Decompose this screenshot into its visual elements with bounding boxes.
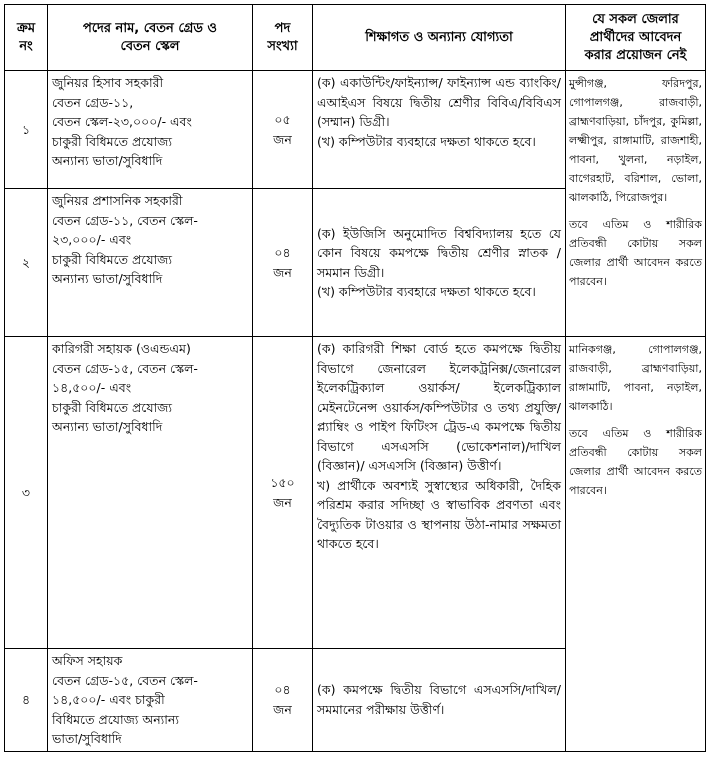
qualification: (ক) কারিগরী শিক্ষা বোর্ড হতে কমপক্ষে দ্বিতীয় বিভাগে জেনারেল ইলেকট্রনিক্স/জেনারেল ইলেকট্রিক্যাল ওয়ার্কস/ ইলেকট্রিক্যাল মেইনটেনেন্স ওয়ার্কস/কম্পিউটার ও তথ্য প্রযুক্তি/প্ল্যাম্বিং ও পাইপ ফিটিংস ট্রেড-এ কমপক্ষে দ্বিতীয় বিভাগে এসএসসি (ভোকেশনাল)/দাখিল (বিজ্ঞান)/ এসএসসি (বিজ্ঞান) উত্তীর্ণ। খ) প্রার্থীকে অবশ্যই সুস্বাস্থ্যের অধিকারী, দৈহিক পরিশ্রম করার সদিচ্ছা ও স্বাভাবিক প্রবণতা এবং বৈদ্যুতিক টাওয়ার ও স্থাপনায় উঠা-নামার সক্ষমতা থাকতে হবে।: [313, 337, 566, 649]
post-details: জুনিয়র প্রশাসনিক সহকারী বেতন গ্রেড-১১, বেতন স্কেল- ২৩,০০০/- এবং চাকুরী বিধিমতে প্রযোজ্য অন্যান্য ভাতা/সুবিধাদি: [48, 189, 253, 337]
district-exclusion-group-1: মুন্সীগঞ্জ, ফরিদপুর, গোপালগঞ্জ, রাজবাড়ী, ব্রাহ্মণবাড়িয়া, চাঁদপুর, কুমিল্লা, লক্ষ্মীপুর, রাঙ্গামাটি, রাজশাহী, পাবনা, খুলনা, নড়াইল, বাগেরহাট, বরিশাল, ভোলা, ঝালকাঠি, পিরোজপুর। তবে এতিম ও শারীরিক প্রতিবন্ধী কোটায় সকল জেলার প্রার্থী আবেদন করতে পারবেন।: [566, 71, 706, 337]
district-exclusion-group-2: মানিকগঞ্জ, গোপালগঞ্জ, রাজবাড়ী, ব্রাহ্মণবাড়িয়া, রাঙ্গামাটি, পাবনা, নড়াইল, ঝালকাঠি। তবে এতিম ও শারীরিক প্রতিবন্ধী কোটায় সকল জেলার প্রার্থী আবেদন করতে পারবেন।: [566, 337, 706, 752]
table-row: [5, 71, 706, 189]
row-serial: ৪: [5, 649, 48, 752]
qualification: (ক) একাউন্টিং/ফাইন্যান্স/ ফাইন্যান্স এন্ড ব্যাংকিং/ এআইএস বিষয়ে দ্বিতীয় শ্রেণীর বিবিএ/বিবিএস (সম্মান) ডিগ্রী। (খ) কম্পিউটার ব্যবহারে দক্ষতা থাকতে হবে।: [313, 71, 566, 189]
table-header-row: [5, 5, 706, 71]
qualification: (ক) কমপক্ষে দ্বিতীয় বিভাগে এসএসসি/দাখিল/সমমানের পরীক্ষায় উত্তীর্ণ।: [313, 649, 566, 752]
post-details: অফিস সহায়ক বেতন গ্রেড-১৫, বেতন স্কেল- ১৪,৫০০/- এবং চাকুরী বিধিমতে প্রযোজ্য অন্যান্য ভাতা/সুবিধাদি: [48, 649, 253, 752]
post-count: ০৫ জন: [253, 71, 313, 189]
post-details: জুনিয়র হিসাব সহকারী বেতন গ্রেড-১১, বেতন স্কেল-২৩,০০০/- এবং চাকুরী বিধিমতে প্রযোজ্য অন্যান্য ভাতা/সুবিধাদি: [48, 71, 253, 189]
post-details: কারিগরী সহায়ক (ওএন্ডএম) বেতন গ্রেড-১৫, বেতন স্কেল- ১৪,৫০০/- এবং চাকুরী বিধিমতে প্রযোজ্য অন্যান্য ভাতা/সুবিধাদি: [48, 337, 253, 649]
row-serial: ১: [5, 71, 48, 189]
header-post: পদের নাম, বেতন গ্রেড ও বেতন স্কেল: [48, 5, 253, 71]
header-serial: ক্রম নং: [5, 5, 48, 71]
row-serial: ৩: [5, 337, 48, 649]
recruitment-table-sheet: [4, 4, 705, 752]
recruitment-table: [4, 4, 706, 752]
header-count: পদ সংখ্যা: [253, 5, 313, 71]
qualification: (ক) ইউজিসি অনুমোদিত বিশ্ববিদ্যালয় হতে যে কোন বিষয়ে কমপক্ষে দ্বিতীয় শ্রেণীর স্নাতক /সমমান ডিগ্রী। (খ) কম্পিউটার ব্যবহারে দক্ষতা থাকতে হবে।: [313, 189, 566, 337]
header-qualification: শিক্ষাগত ও অন্যান্য যোগ্যতা: [313, 5, 566, 71]
post-count: ০৪ জন: [253, 649, 313, 752]
table-row: [5, 337, 706, 649]
header-districts: যে সকল জেলার প্রার্থীদের আবেদন করার প্রয়োজন নেই: [566, 5, 706, 71]
post-count: ০৪ জন: [253, 189, 313, 337]
post-count: ১৫০ জন: [253, 337, 313, 649]
row-serial: ২: [5, 189, 48, 337]
